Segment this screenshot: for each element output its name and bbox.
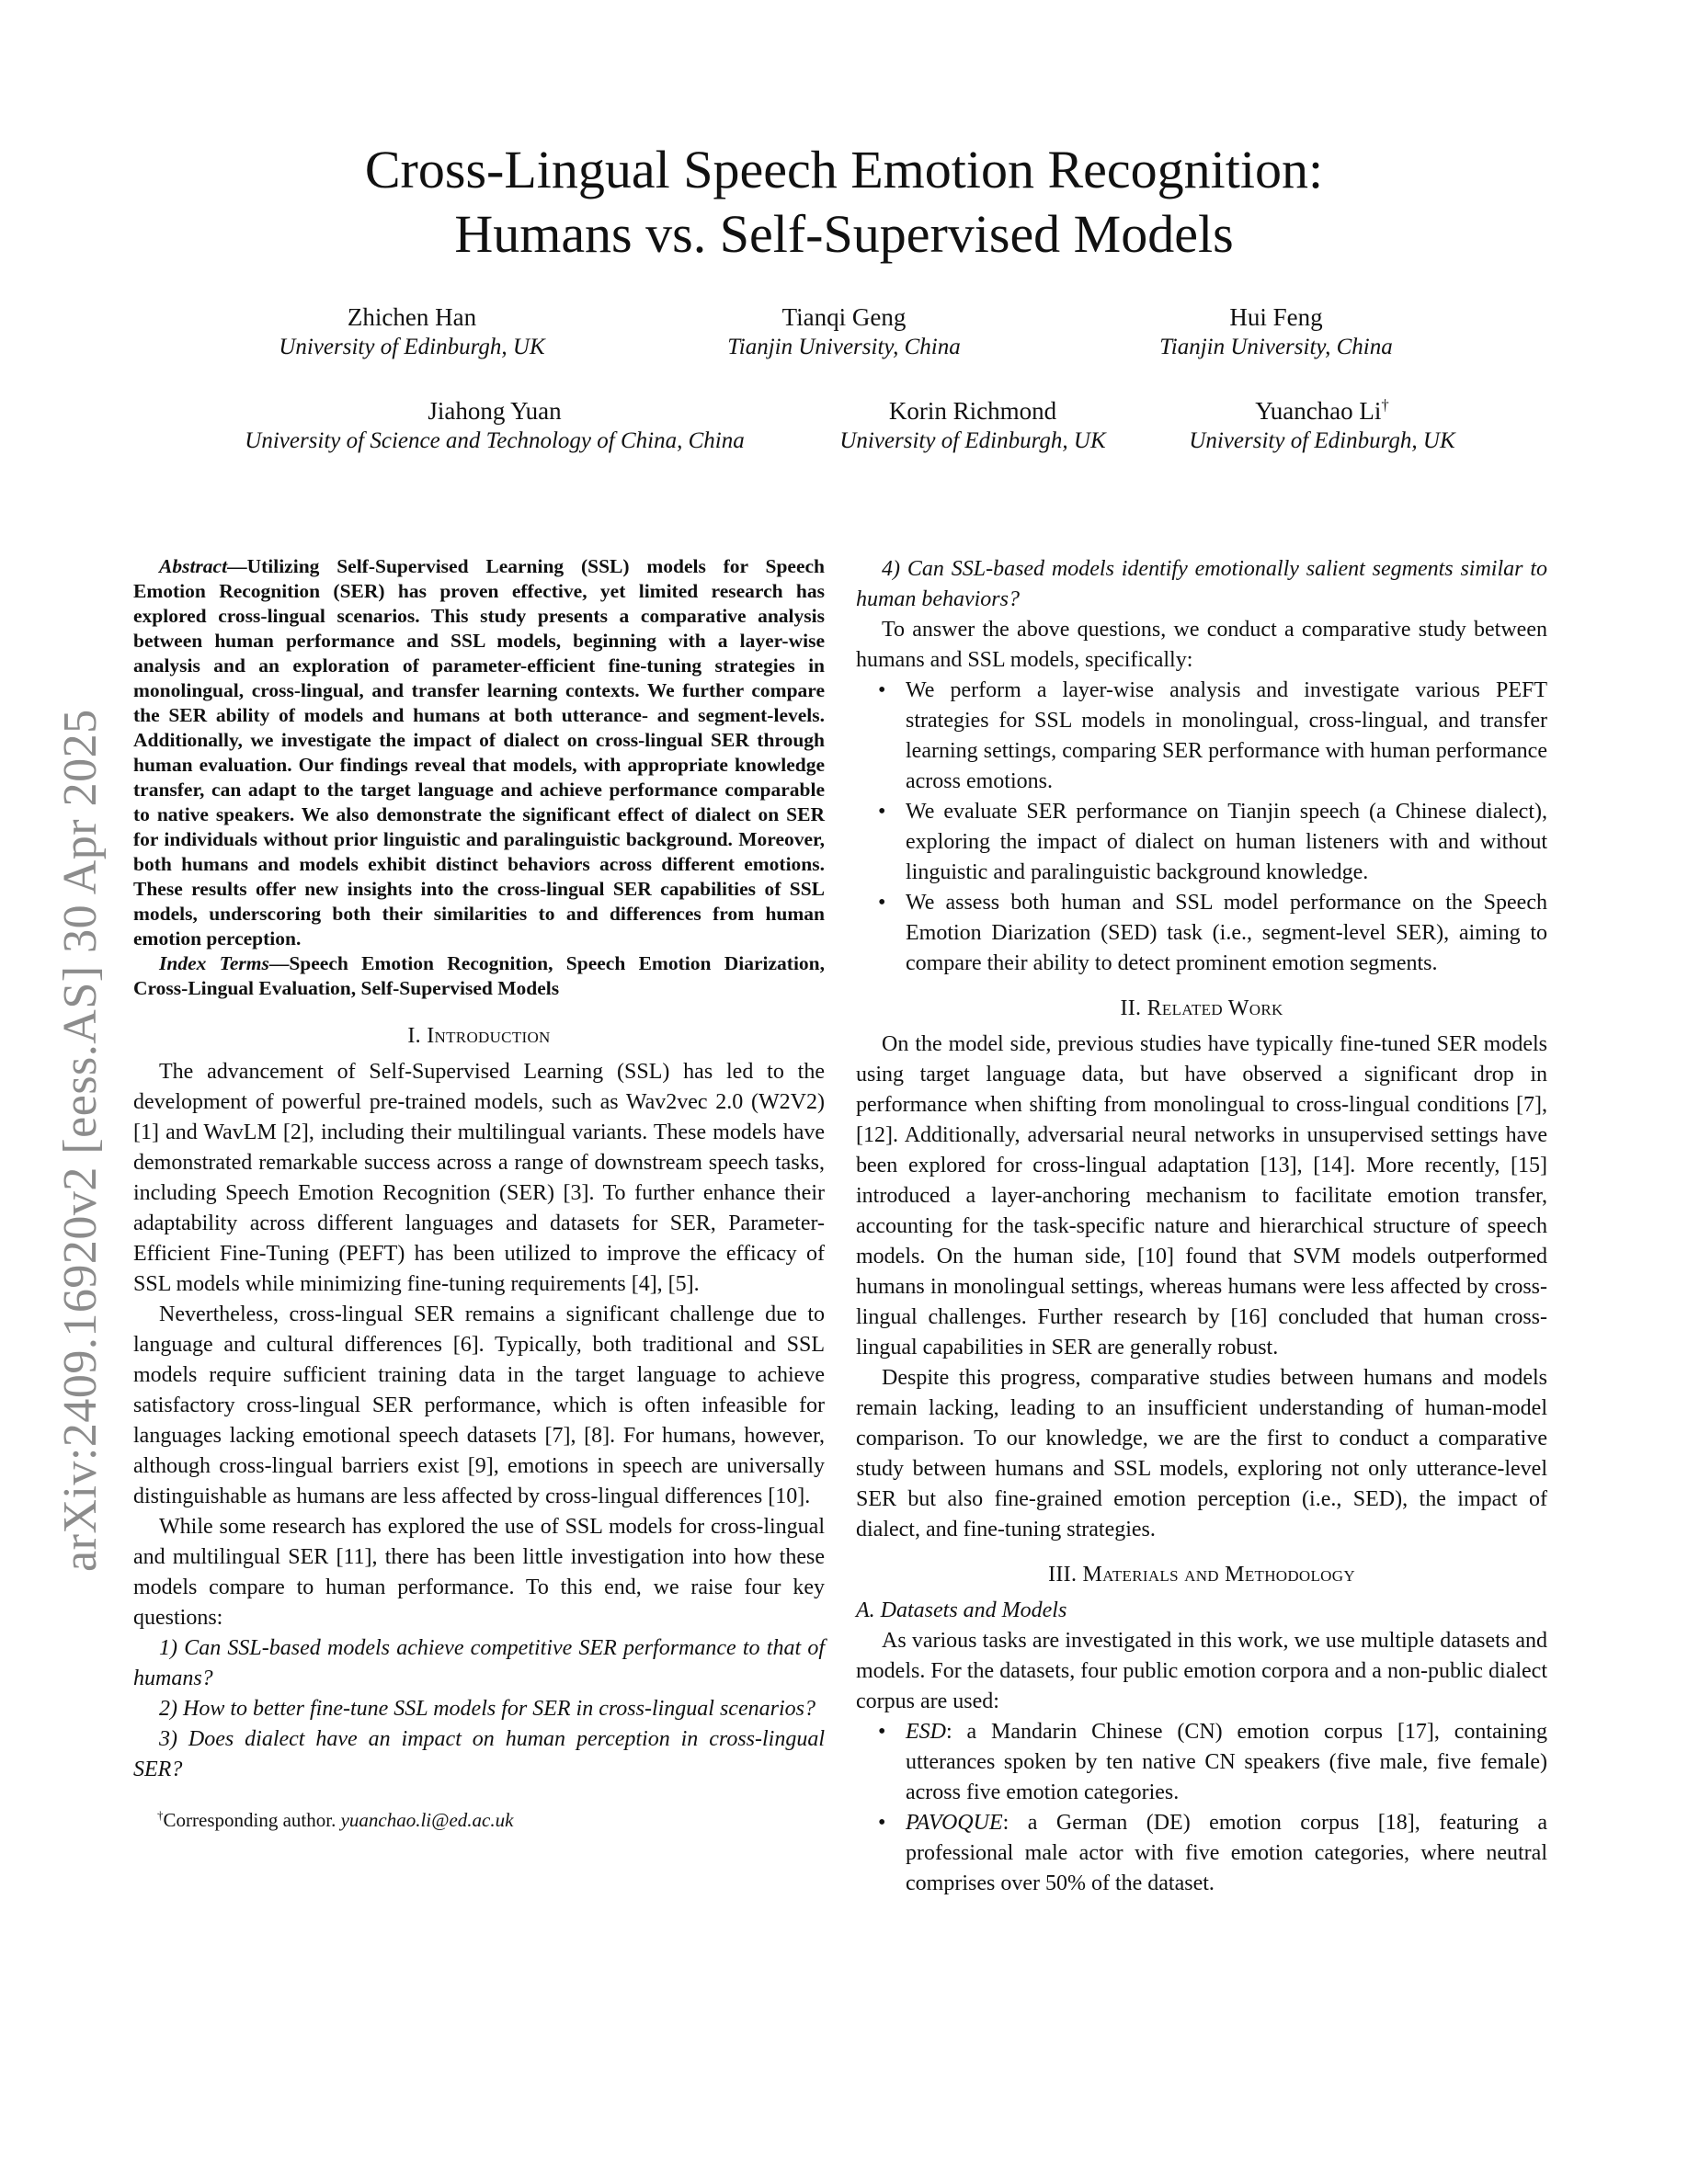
index-terms-text: —Speech Emotion Recognition, Speech Emotion Diarization, Cross-Lingual Evaluation, Self-Supervised Models bbox=[133, 952, 825, 999]
author-affiliation: University of Edinburgh, UK bbox=[1189, 428, 1455, 453]
paragraph: Despite this progress, comparative studies between humans and models remain lacking, leading to an insufficient understanding of human-model comparison. To our knowledge, we are the first to conduct a comparative study between humans and SSL models, exploring not only utterance-level SER but also fine-grained emotion perception (i.e., SED), the impact of dialect, and fine-tuning strategies. bbox=[856, 1366, 1547, 1541]
left-column bbox=[133, 554, 825, 1833]
list-item-text: We perform a layer-wise analysis and investigate various PEFT strategies for SSL models in monolingual, cross-lingual, and transfer learning settings, comparing SER performance with human performance across emotions. bbox=[906, 678, 1547, 793]
list-item bbox=[856, 676, 1547, 797]
right-column bbox=[856, 554, 1547, 1899]
dataset-name: PAVOQUE bbox=[906, 1811, 1003, 1835]
dataset-list bbox=[856, 1717, 1547, 1899]
question-text: Can SSL-based models achieve competitive SER performance to that of humans? bbox=[133, 1636, 825, 1690]
footnote bbox=[133, 1807, 825, 1833]
author-name: Zhichen Han bbox=[347, 303, 477, 331]
corresponding-mark: † bbox=[1381, 396, 1389, 414]
list-item-text: : a German (DE) emotion corpus [18], featuring a professional male actor with five emotion categories, where neutral comprises over 50% of the dataset. bbox=[906, 1811, 1547, 1895]
author-block bbox=[651, 301, 1037, 362]
author-name: Korin Richmond bbox=[888, 397, 1057, 425]
list-item bbox=[856, 888, 1547, 979]
author-block bbox=[173, 301, 651, 362]
section-heading: II. Related Work bbox=[1120, 996, 1283, 1020]
abstract-text: —Utilizing Self-Supervised Learning (SSL) models for Speech Emotion Recognition (SER) has proven effective, yet limited research has explored cross-lingual scenarios. This study presents a comparative analysis between human performance and SSL models, beginning with a layer-wise analysis and an exploration of parameter-efficient fine-tuning strategies in monolingual, cross-lingual, and transfer learning contexts. We further compare the SER ability of models and humans at both utterance- and segment-levels. Additionally, we investigate the impact of dialect on cross-lingual SER through human evaluation. Our findings reveal that models, with appropriate knowledge transfer, can adapt to the target language and achieve performance comparable to native speakers. We also demonstrate the significant effect of dialect on SER for individuals without prior linguistic and paralinguistic background. Moreover, both humans and models exhibit distinct behaviors across different emotions. These results offer new insights into the cross-lingual SER capabilities of SSL models, underscoring both their similarities to and differences from human emotion perception. bbox=[133, 555, 825, 950]
subsection-heading: A. Datasets and Models bbox=[856, 1598, 1067, 1622]
author-name bbox=[1147, 395, 1497, 427]
author-block bbox=[1147, 395, 1497, 456]
section-heading: III. Materials and Methodology bbox=[1048, 1563, 1355, 1587]
list-item-text: We evaluate SER performance on Tianjin speech (a Chinese dialect), exploring the impact of dialect on human listeners with and without linguistic and paralinguistic background knowledge. bbox=[906, 800, 1547, 884]
author-affiliation: University of Science and Technology of China, China bbox=[245, 428, 745, 453]
paragraph: Nevertheless, cross-lingual SER remains a significant challenge due to language and cultural differences [6]. Typically, both traditional and SSL models require sufficient training data in the target language to achieve satisfactory cross-lingual SER performance, which is often infeasible for languages lacking emotional speech datasets [7], [8]. For humans, however, although cross-lingual barriers exist [9], emotions in speech are universally distinguishable as humans are less affected by cross-lingual differences [10]. bbox=[133, 1302, 825, 1508]
question-text: How to better fine-tune SSL models for SER in cross-lingual scenarios? bbox=[177, 1697, 815, 1721]
list-item-text: We assess both human and SSL model performance on the Speech Emotion Diarization (SED) task (i.e., segment-level SER), aiming to compare their ability to detect prominent emotion segments. bbox=[906, 891, 1547, 975]
author-affiliation: University of Edinburgh, UK bbox=[839, 428, 1106, 453]
author-block bbox=[798, 395, 1147, 456]
question-number: 4) bbox=[882, 557, 900, 581]
contribution-list bbox=[856, 676, 1547, 979]
abstract bbox=[133, 554, 825, 951]
author-affiliation: Tianjin University, China bbox=[727, 335, 961, 359]
bullet-icon: • bbox=[878, 1811, 886, 1835]
arxiv-stamp: arXiv:2409.16920v2 [eess.AS] 30 Apr 2025 bbox=[54, 709, 107, 1572]
research-question bbox=[133, 1633, 825, 1694]
index-terms bbox=[133, 951, 825, 1001]
footnote-mark: † bbox=[157, 1808, 164, 1822]
list-item-text: : a Mandarin Chinese (CN) emotion corpus [17], containing utterances spoken by ten native CN speakers (five male, five female) across five emotion categories. bbox=[906, 1720, 1547, 1804]
authors-row-2 bbox=[0, 395, 1688, 456]
dataset-name: ESD bbox=[906, 1720, 946, 1744]
paragraph: While some research has explored the use of SSL models for cross-lingual and multilingual SER [11], there has been little investigation into how these models compare to human performance. To this end, we raise four key questions: bbox=[133, 1515, 825, 1630]
bullet-icon: • bbox=[878, 800, 886, 824]
list-item bbox=[856, 797, 1547, 888]
paragraph: To answer the above questions, we conduct a comparative study between humans and SSL models, specifically: bbox=[856, 618, 1547, 672]
question-number: 2) bbox=[159, 1697, 177, 1721]
research-question bbox=[856, 554, 1547, 615]
section-heading: I. Introduction bbox=[407, 1024, 551, 1048]
bullet-icon: • bbox=[878, 891, 886, 915]
bullet-icon: • bbox=[878, 1720, 886, 1744]
author-affiliation: Tianjin University, China bbox=[1159, 335, 1393, 359]
paragraph: On the model side, previous studies have typically fine-tuned SER models using target language data, but have observed a significant drop in performance when shifting from monolingual to cross-lingual conditions [7], [12]. Additionally, adversarial neural networks in unsupervised settings have been explored for cross-lingual adaptation [13], [14]. More recently, [15] introduced a layer-anchoring mechanism to facilitate emotion transfer, accounting for the task-specific nature and hierarchical structure of speech models. On the human side, [10] found that SVM models outperformed humans in monolingual settings, whereas humans were less affected by cross-lingual challenges. Further research by [16] concluded that human cross-lingual capabilities in SER are generally robust. bbox=[856, 1032, 1547, 1359]
author-block bbox=[191, 395, 798, 456]
paragraph: As various tasks are investigated in this work, we use multiple datasets and models. For the datasets, four public emotion corpora and a non-public dialect corpus are used: bbox=[856, 1629, 1547, 1713]
footnote-email[interactable]: yuanchao.li@ed.ac.uk bbox=[340, 1809, 514, 1831]
author-affiliation: University of Edinburgh, UK bbox=[279, 335, 545, 359]
author-name: Hui Feng bbox=[1229, 303, 1323, 331]
research-question bbox=[133, 1694, 825, 1724]
author-name: Jiahong Yuan bbox=[428, 397, 562, 425]
index-terms-lead: Index Terms bbox=[159, 952, 269, 974]
list-item bbox=[856, 1717, 1547, 1808]
research-question bbox=[133, 1724, 825, 1785]
title-line-1: Cross-Lingual Speech Emotion Recognition: bbox=[364, 140, 1324, 199]
paper-title bbox=[0, 138, 1688, 267]
bullet-icon: • bbox=[878, 678, 886, 702]
author-name-text: Yuanchao Li bbox=[1255, 397, 1382, 425]
author-name: Tianqi Geng bbox=[781, 303, 907, 331]
question-number: 1) bbox=[159, 1636, 177, 1660]
list-item bbox=[856, 1808, 1547, 1899]
author-block bbox=[1037, 301, 1515, 362]
paragraph: The advancement of Self-Supervised Learning (SSL) has led to the development of powerful pre-trained models, such as Wav2vec 2.0 (W2V2) [1] and WavLM [2], including their multilingual variants. These models have demonstrated remarkable success across a range of downstream speech tasks, including Speech Emotion Recognition (SER) [3]. To further enhance their adaptability across different languages and datasets for SER, Parameter-Efficient Fine-Tuning (PEFT) has been utilized to improve the efficacy of SSL models while minimizing fine-tuning requirements [4], [5]. bbox=[133, 1060, 825, 1296]
title-line-2: Humans vs. Self-Supervised Models bbox=[454, 204, 1234, 264]
question-number: 3) bbox=[159, 1727, 177, 1751]
question-text: Does dialect have an impact on human perception in cross-lingual SER? bbox=[133, 1727, 825, 1781]
abstract-lead: Abstract bbox=[159, 555, 228, 577]
authors-row-1 bbox=[0, 301, 1688, 362]
question-text: Can SSL-based models identify emotionally salient segments similar to human behaviors? bbox=[856, 557, 1547, 611]
footnote-text: Corresponding author. bbox=[163, 1809, 341, 1831]
